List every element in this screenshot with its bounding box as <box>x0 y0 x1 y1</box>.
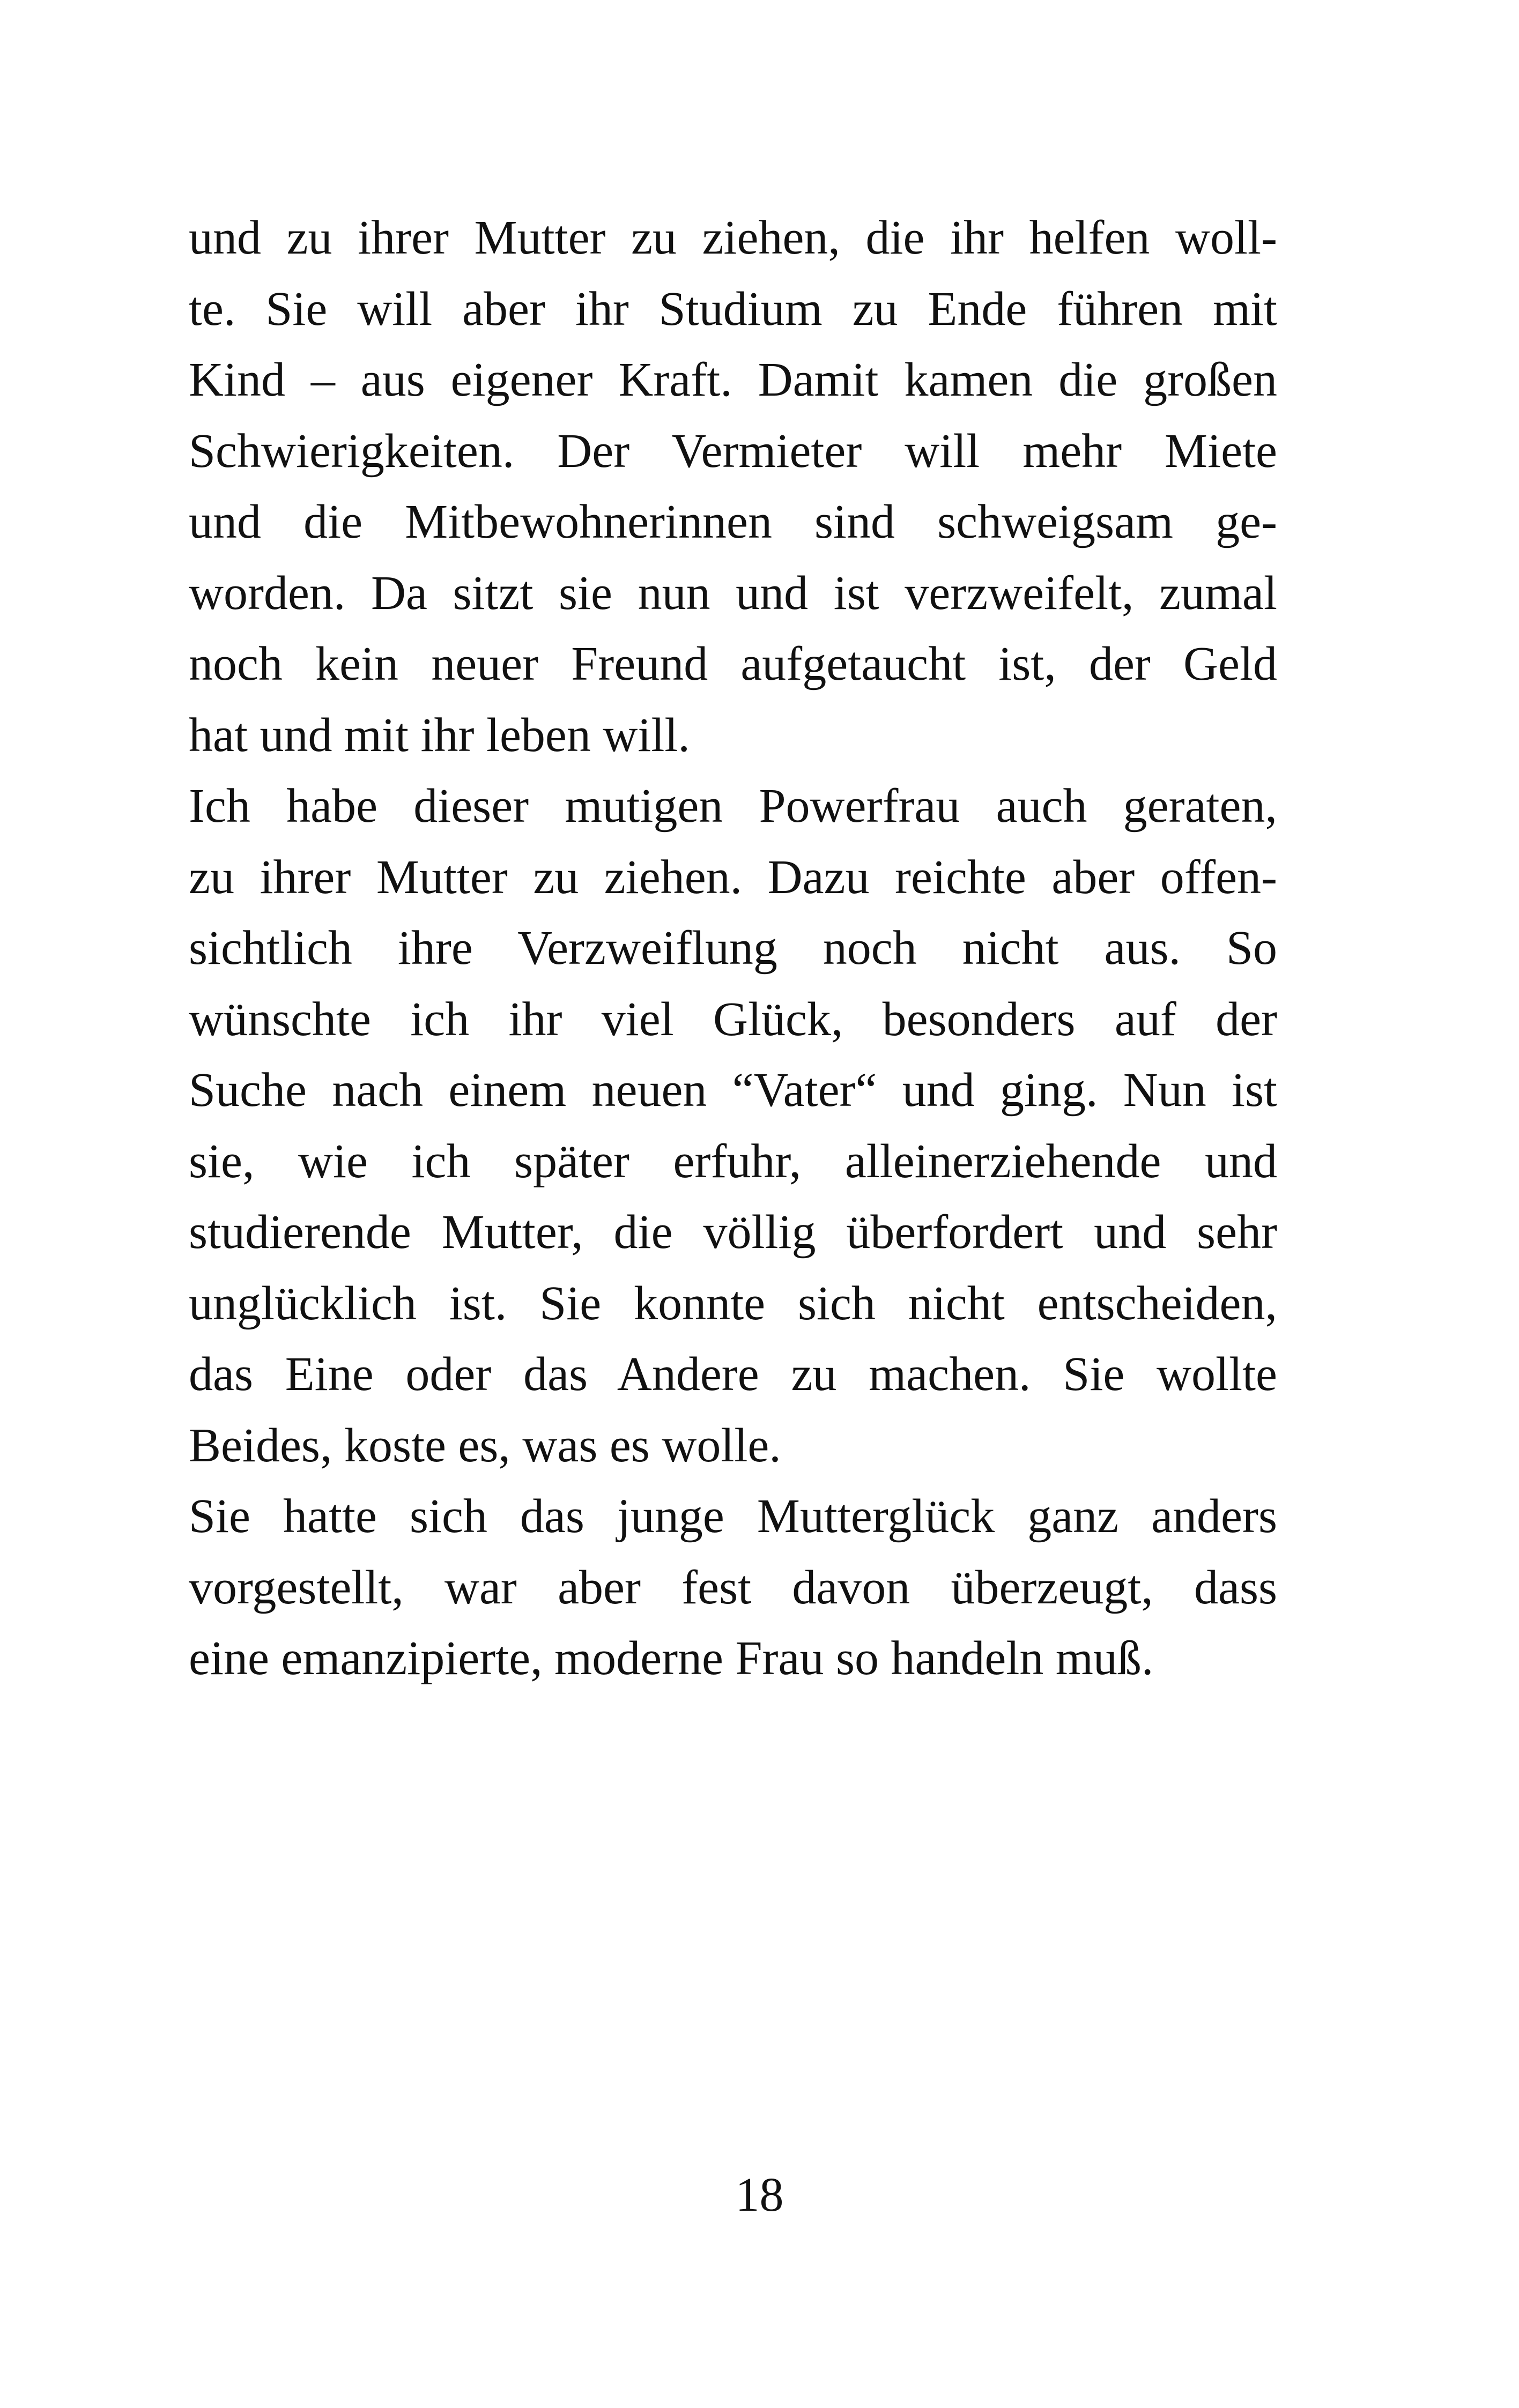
text-line: hat und mit ihr leben will. <box>189 708 690 762</box>
text-line: Suche nach einem neuen “Vater“ und ging. Nun ist <box>189 1064 1277 1117</box>
page-number: 18 <box>735 2168 784 2221</box>
text-line: wünschte ich ihr viel Glück, besonders auf der <box>189 992 1277 1046</box>
text-line: Beides, koste es, was es wolle. <box>189 1418 781 1472</box>
text-line: und die Mitbewohnerinnen sind schweigsam ge- <box>189 495 1277 548</box>
text-line: unglücklich ist. Sie konnte sich nicht entscheiden, <box>189 1276 1277 1330</box>
text-line: Sie hatte sich das junge Mutterglück ganz anders <box>189 1490 1277 1543</box>
text-line: und zu ihrer Mutter zu ziehen, die ihr helfen woll- <box>189 211 1277 264</box>
text-line: worden. Da sitzt sie nun und ist verzweifelt, zumal <box>189 566 1277 620</box>
paragraph-1 <box>189 203 1277 771</box>
paragraph-3 <box>189 1481 1277 1694</box>
text-line: noch kein neuer Freund aufgetaucht ist, der Geld <box>189 637 1277 690</box>
text-line: Kind – aus eigener Kraft. Damit kamen die großen <box>189 353 1277 406</box>
text-line: studierende Mutter, die völlig überfordert und sehr <box>189 1206 1277 1259</box>
text-line: eine emanzipierte, moderne Frau so handeln muß. <box>189 1632 1154 1685</box>
text-line: sie, wie ich später erfuhr, alleinerziehende und <box>189 1134 1277 1188</box>
body-text <box>189 203 1277 1694</box>
text-line: zu ihrer Mutter zu ziehen. Dazu reichte aber offen- <box>189 850 1277 904</box>
paragraph-2 <box>189 771 1277 1481</box>
text-line: Schwierigkeiten. Der Vermieter will mehr Miete <box>189 424 1277 478</box>
text-line: te. Sie will aber ihr Studium zu Ende führen mit <box>189 282 1277 336</box>
text-line: Ich habe dieser mutigen Powerfrau auch geraten, <box>189 779 1277 833</box>
text-line: sichtlich ihre Verzweiflung noch nicht aus. So <box>189 921 1277 975</box>
text-line: vorgestellt, war aber fest davon überzeugt, dass <box>189 1560 1277 1614</box>
text-line: das Eine oder das Andere zu machen. Sie wollte <box>189 1348 1277 1401</box>
